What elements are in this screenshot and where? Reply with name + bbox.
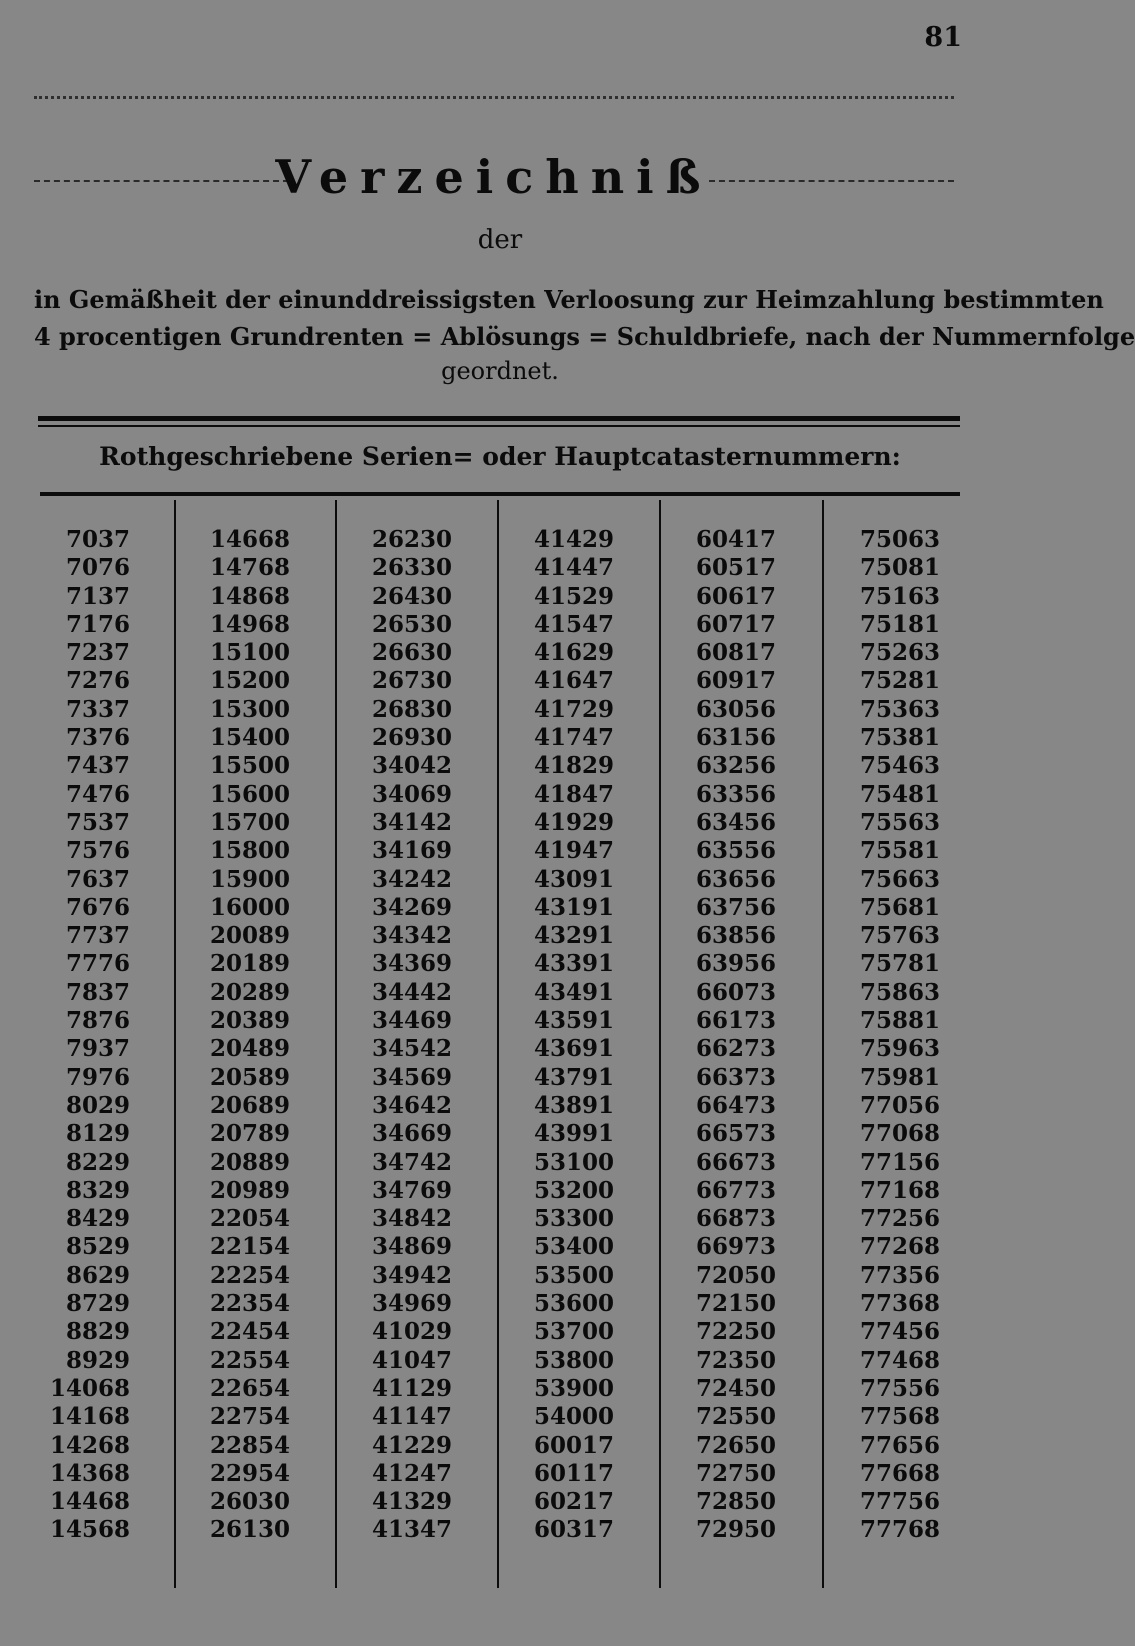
double-rule (38, 416, 960, 427)
table-cell: 60517 (695, 554, 776, 582)
table-cell: 7976 (65, 1063, 130, 1091)
table-cell: 41929 (533, 808, 614, 836)
table-cell: 77756 (859, 1488, 940, 1516)
table-cell: 43691 (533, 1035, 614, 1063)
table-cell: 41047 (371, 1346, 452, 1374)
table-cell: 77268 (859, 1233, 940, 1261)
table-cell: 8029 (65, 1091, 130, 1119)
table-cell: 20989 (209, 1176, 290, 1204)
table-cell: 26730 (371, 667, 452, 695)
table-cell: 14068 (49, 1374, 130, 1402)
table-cell: 34869 (371, 1233, 452, 1261)
table-cell: 75263 (859, 639, 940, 667)
table-cell: 63856 (695, 922, 776, 950)
table-cell: 20489 (209, 1035, 290, 1063)
table-cell: 26230 (371, 526, 452, 553)
table-cell: 75163 (859, 582, 940, 610)
table-cell: 72450 (695, 1374, 776, 1402)
table-cell: 53600 (533, 1290, 614, 1318)
table-cell: 72650 (695, 1431, 776, 1459)
table-cell: 7537 (65, 808, 130, 836)
table-cell: 20789 (209, 1120, 290, 1148)
table-cell: 22954 (209, 1459, 290, 1487)
table-cell: 75863 (859, 978, 940, 1006)
table-cell: 53500 (533, 1261, 614, 1289)
table-cell: 75563 (859, 808, 940, 836)
table-cell: 8229 (65, 1148, 130, 1176)
table-cell: 7737 (65, 922, 130, 950)
table-cell: 53800 (533, 1346, 614, 1374)
table-cell: 20089 (209, 922, 290, 950)
table-cell: 8129 (65, 1120, 130, 1148)
table-column (830, 526, 940, 1545)
table-cell: 14968 (209, 610, 290, 638)
table-cell: 63356 (695, 780, 776, 808)
table-cell: 75063 (859, 526, 940, 553)
table-cell: 34742 (371, 1148, 452, 1176)
table-cell: 75581 (859, 837, 940, 865)
table-cell: 26330 (371, 554, 452, 582)
table-cell: 43891 (533, 1091, 614, 1119)
table-cell: 14568 (49, 1516, 130, 1544)
table-cell: 34542 (371, 1035, 452, 1063)
table-header: Rothgeschriebene Serien= oder Hauptcatasternummern: (99, 442, 901, 471)
table-cell: 22354 (209, 1290, 290, 1318)
table-cell: 7376 (65, 724, 130, 752)
table-cell: 34142 (371, 808, 452, 836)
table-cell: 8729 (65, 1290, 130, 1318)
table-cell: 41947 (533, 837, 614, 865)
table-cell: 63456 (695, 808, 776, 836)
table-cell: 20689 (209, 1091, 290, 1119)
table-cell: 22054 (209, 1205, 290, 1233)
table-cell: 8529 (65, 1233, 130, 1261)
table-cell: 8329 (65, 1176, 130, 1204)
table-cell: 15500 (209, 752, 290, 780)
table-cell: 22754 (209, 1403, 290, 1431)
table-cell: 43991 (533, 1120, 614, 1148)
table-cell: 14868 (209, 582, 290, 610)
table-cell: 15700 (209, 808, 290, 836)
table-cell: 22554 (209, 1346, 290, 1374)
table-cell: 77468 (859, 1346, 940, 1374)
table-cell: 60017 (533, 1431, 614, 1459)
table-cell: 20389 (209, 1007, 290, 1035)
table-column (342, 526, 452, 1545)
description-line-2: 4 procentigen Grundrenten = Ablösungs = Schuldbriefe, nach der Nummernfolge (34, 322, 1135, 351)
table-cell: 34242 (371, 865, 452, 893)
table-cell: 34969 (371, 1290, 452, 1318)
table-cell: 15800 (209, 837, 290, 865)
table-cell: 77156 (859, 1148, 940, 1176)
column-divider (335, 500, 337, 1588)
table-cell: 43291 (533, 922, 614, 950)
table-cell: 34469 (371, 1007, 452, 1035)
table-cell: 75781 (859, 950, 940, 978)
table-cell: 34569 (371, 1063, 452, 1091)
table-cell: 14768 (209, 554, 290, 582)
table-cell: 77368 (859, 1290, 940, 1318)
table-cell: 7076 (65, 554, 130, 582)
table-cell: 7337 (65, 695, 130, 723)
table-cell: 63156 (695, 724, 776, 752)
column-divider (497, 500, 499, 1588)
table-column (504, 526, 614, 1545)
table-cell: 22454 (209, 1318, 290, 1346)
table-cell: 7937 (65, 1035, 130, 1063)
description-line-1: in Gemäßheit der einunddreissigsten Verloosung zur Heimzahlung bestimmten (34, 285, 1104, 314)
table-cell: 43591 (533, 1007, 614, 1035)
table-cell: 20889 (209, 1148, 290, 1176)
table-cell: 75881 (859, 1007, 940, 1035)
table-cell: 14168 (49, 1403, 130, 1431)
table-cell: 60217 (533, 1488, 614, 1516)
table-cell: 72950 (695, 1516, 776, 1544)
table-cell: 66673 (695, 1148, 776, 1176)
table-cell: 7637 (65, 865, 130, 893)
table-cell: 7776 (65, 950, 130, 978)
table-cell: 63756 (695, 893, 776, 921)
table-cell: 34169 (371, 837, 452, 865)
table-cell: 75181 (859, 610, 940, 638)
table-cell: 77256 (859, 1205, 940, 1233)
column-divider (822, 500, 824, 1588)
table-cell: 66573 (695, 1120, 776, 1148)
table-cell: 26430 (371, 582, 452, 610)
table-cell: 41529 (533, 582, 614, 610)
table-cell: 41847 (533, 780, 614, 808)
table-cell: 20289 (209, 978, 290, 1006)
table-cell: 7276 (65, 667, 130, 695)
table-cell: 41547 (533, 610, 614, 638)
table-cell: 66373 (695, 1063, 776, 1091)
table-cell: 66773 (695, 1176, 776, 1204)
table-cell: 16000 (209, 893, 290, 921)
table-cell: 53700 (533, 1318, 614, 1346)
table-cell: 41347 (371, 1516, 452, 1544)
table-cell: 53400 (533, 1233, 614, 1261)
table-cell: 8829 (65, 1318, 130, 1346)
table-cell: 66273 (695, 1035, 776, 1063)
table-cell: 22654 (209, 1374, 290, 1402)
table-cell: 26030 (209, 1488, 290, 1516)
table-cell: 14668 (209, 526, 290, 553)
table-cell: 63556 (695, 837, 776, 865)
table-cell: 72750 (695, 1459, 776, 1487)
table-cell: 8929 (65, 1346, 130, 1374)
table-cell: 75081 (859, 554, 940, 582)
table-cell: 15300 (209, 695, 290, 723)
table-cell: 34442 (371, 978, 452, 1006)
table-cell: 77656 (859, 1431, 940, 1459)
table-cell: 43491 (533, 978, 614, 1006)
table-cell: 75381 (859, 724, 940, 752)
table-cell: 14268 (49, 1431, 130, 1459)
table-column (666, 526, 776, 1545)
table-cell: 77668 (859, 1459, 940, 1487)
top-dotted-rule (34, 96, 954, 99)
table-cell: 77068 (859, 1120, 940, 1148)
table-cell: 34842 (371, 1205, 452, 1233)
table-cell: 53100 (533, 1148, 614, 1176)
table-cell: 22254 (209, 1261, 290, 1289)
table-cell: 53300 (533, 1205, 614, 1233)
table-cell: 14368 (49, 1459, 130, 1487)
table-cell: 20589 (209, 1063, 290, 1091)
table-column (180, 526, 290, 1545)
header-rule (40, 492, 960, 496)
page-number: 81 (924, 22, 962, 53)
column-divider (174, 500, 176, 1588)
table-cell: 7476 (65, 780, 130, 808)
table-cell: 7176 (65, 610, 130, 638)
table-cell: 72350 (695, 1346, 776, 1374)
table-cell: 8629 (65, 1261, 130, 1289)
table-cell: 7437 (65, 752, 130, 780)
table-cell: 66173 (695, 1007, 776, 1035)
table-cell: 43191 (533, 893, 614, 921)
table-cell: 77556 (859, 1374, 940, 1402)
table-cell: 77568 (859, 1403, 940, 1431)
table-cell: 7576 (65, 837, 130, 865)
table-cell: 66873 (695, 1205, 776, 1233)
table-cell: 7876 (65, 1007, 130, 1035)
table-cell: 15400 (209, 724, 290, 752)
table-cell: 41729 (533, 695, 614, 723)
table-cell: 41129 (371, 1374, 452, 1402)
table-cell: 7237 (65, 639, 130, 667)
table-cell: 60717 (695, 610, 776, 638)
table-cell: 53200 (533, 1176, 614, 1204)
table-cell: 72250 (695, 1318, 776, 1346)
subtitle: der (477, 225, 523, 255)
table-cell: 15900 (209, 865, 290, 893)
table-cell: 75963 (859, 1035, 940, 1063)
table-cell: 20189 (209, 950, 290, 978)
table-cell: 60917 (695, 667, 776, 695)
table-cell: 66473 (695, 1091, 776, 1119)
table-cell: 60617 (695, 582, 776, 610)
table-cell: 7676 (65, 893, 130, 921)
table-cell: 75363 (859, 695, 940, 723)
table-cell: 75763 (859, 922, 940, 950)
table-cell: 75481 (859, 780, 940, 808)
table-cell: 41247 (371, 1459, 452, 1487)
table-cell: 7137 (65, 582, 130, 610)
table-cell: 72550 (695, 1403, 776, 1431)
table-cell: 77356 (859, 1261, 940, 1289)
table-cell: 53900 (533, 1374, 614, 1402)
table-cell: 41029 (371, 1318, 452, 1346)
title-row (34, 150, 954, 210)
table-cell: 22854 (209, 1431, 290, 1459)
table-cell: 41229 (371, 1431, 452, 1459)
table-cell: 54000 (533, 1403, 614, 1431)
table-cell: 34942 (371, 1261, 452, 1289)
table-cell: 75981 (859, 1063, 940, 1091)
table-cell: 34269 (371, 893, 452, 921)
table-cell: 26630 (371, 639, 452, 667)
table-cell: 75281 (859, 667, 940, 695)
table-cell: 15200 (209, 667, 290, 695)
table-cell: 34069 (371, 780, 452, 808)
table-cell: 41829 (533, 752, 614, 780)
table-cell: 77168 (859, 1176, 940, 1204)
table-cell: 63056 (695, 695, 776, 723)
table-cell: 7837 (65, 978, 130, 1006)
table-cell: 75663 (859, 865, 940, 893)
table-cell: 22154 (209, 1233, 290, 1261)
table-cell: 60117 (533, 1459, 614, 1487)
table-cell: 41147 (371, 1403, 452, 1431)
table-cell: 15600 (209, 780, 290, 808)
table-cell: 41329 (371, 1488, 452, 1516)
table-cell: 26530 (371, 610, 452, 638)
table-cell: 41429 (533, 526, 614, 553)
table-cell: 60817 (695, 639, 776, 667)
table-cell: 72050 (695, 1261, 776, 1289)
table-cell: 34369 (371, 950, 452, 978)
table-cell: 66973 (695, 1233, 776, 1261)
table-cell: 34042 (371, 752, 452, 780)
table-cell: 77056 (859, 1091, 940, 1119)
table-cell: 60317 (533, 1516, 614, 1544)
column-divider (659, 500, 661, 1588)
table-cell: 43791 (533, 1063, 614, 1091)
table-cell: 34669 (371, 1120, 452, 1148)
table-cell: 77456 (859, 1318, 940, 1346)
table-cell: 41747 (533, 724, 614, 752)
description-line-3: geordnet. (441, 357, 559, 385)
table-cell: 43391 (533, 950, 614, 978)
table-cell: 75681 (859, 893, 940, 921)
table-cell: 63656 (695, 865, 776, 893)
table-cell: 63956 (695, 950, 776, 978)
table-cell: 77768 (859, 1516, 940, 1544)
table-cell: 41447 (533, 554, 614, 582)
table-cell: 43091 (533, 865, 614, 893)
table-cell: 34342 (371, 922, 452, 950)
table-cell: 41629 (533, 639, 614, 667)
table-cell: 41647 (533, 667, 614, 695)
table-column (20, 526, 130, 1545)
table-cell: 66073 (695, 978, 776, 1006)
table-cell: 15100 (209, 639, 290, 667)
table-cell: 34769 (371, 1176, 452, 1204)
table-cell: 72850 (695, 1488, 776, 1516)
table-cell: 7037 (65, 526, 130, 553)
table-cell: 26130 (209, 1516, 290, 1544)
table-cell: 8429 (65, 1205, 130, 1233)
table-cell: 60417 (695, 526, 776, 553)
table-cell: 75463 (859, 752, 940, 780)
table-cell: 72150 (695, 1290, 776, 1318)
table-cell: 14468 (49, 1488, 130, 1516)
document-title: Verzeichniß (275, 150, 713, 204)
table-cell: 26930 (371, 724, 452, 752)
table-cell: 26830 (371, 695, 452, 723)
table-cell: 34642 (371, 1091, 452, 1119)
table-cell: 63256 (695, 752, 776, 780)
